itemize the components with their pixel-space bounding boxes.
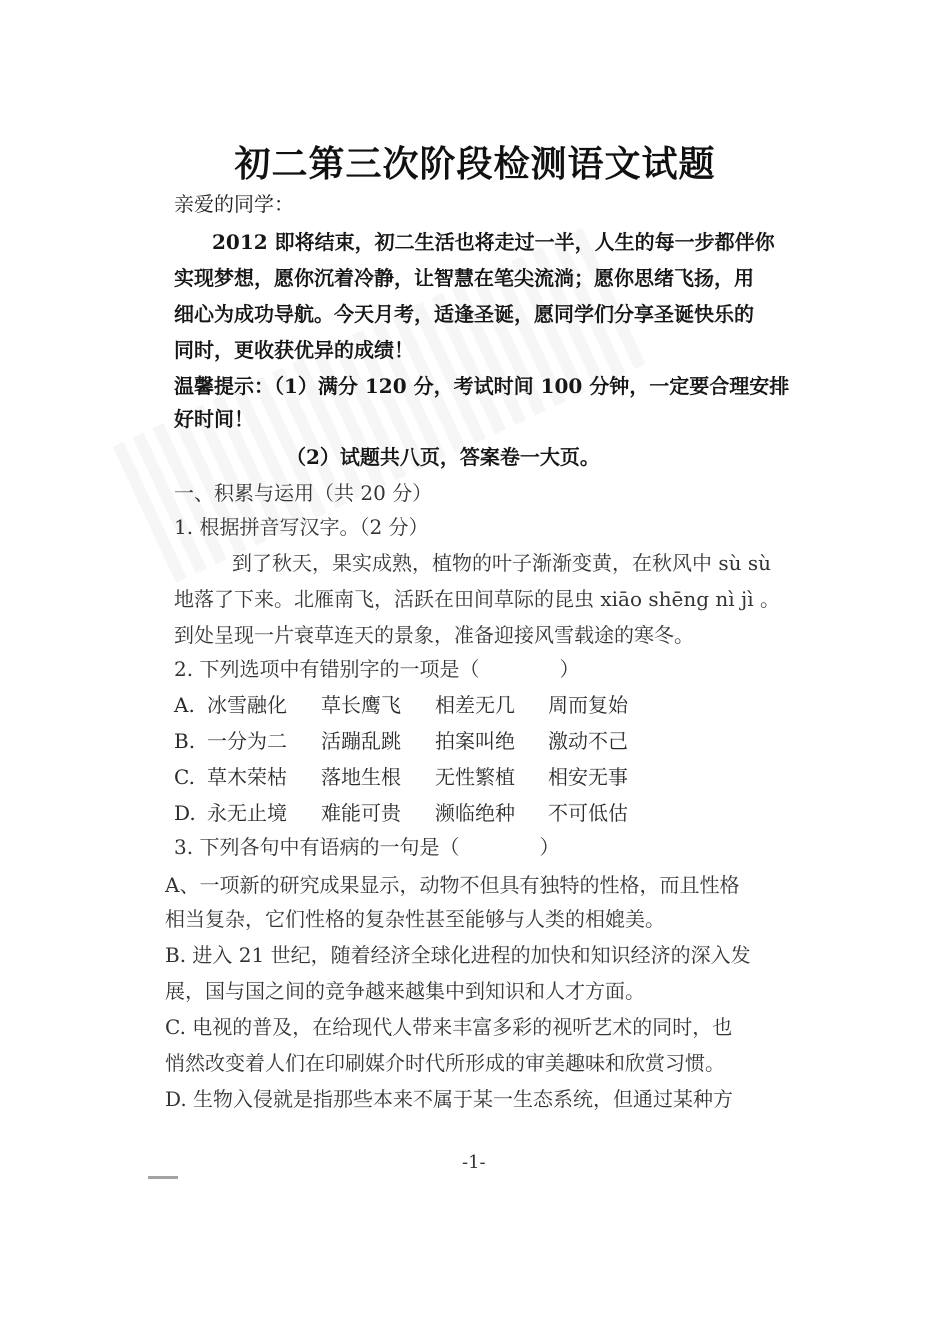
option-term: 周而复始 [548, 693, 628, 717]
intro-line-1: 2012 即将结束，初二生活也将走过一半，人生的每一步都伴你 [212, 230, 775, 254]
scan-smudge [148, 1176, 178, 1179]
option-term: 草长鹰飞 [321, 693, 401, 717]
option-term: 相安无事 [548, 765, 628, 789]
option-term: 冰雪融化 [207, 693, 287, 717]
option-term: 濒临绝种 [435, 801, 515, 825]
intro-line-4: 同时，更收获优异的成绩！ [174, 338, 414, 362]
tips-line-1: 温馨提示：（1）满分 120 分，考试时间 100 分钟，一定要合理安排 [174, 374, 790, 398]
option-term: 难能可贵 [321, 801, 401, 825]
q1-line-2: 地落了下来。北雁南飞，活跃在田间草际的昆虫 xiāo shēng nì jì 。 [174, 587, 780, 611]
option-letter: A. [174, 693, 195, 717]
option-term: 不可低估 [548, 801, 628, 825]
q3-line-3: B. 进入 21 世纪，随着经济全球化进程的加快和知识经济的深入发 [165, 943, 751, 967]
option-term: 落地生根 [321, 765, 401, 789]
q3-line-2: 相当复杂，它们性格的复杂性甚至能够与人类的相媲美。 [165, 907, 665, 931]
option-term: 无性繁植 [435, 765, 515, 789]
q3-line-4: 展，国与国之间的竞争越来越集中到知识和人才方面。 [165, 979, 645, 1003]
option-term: 激动不己 [548, 729, 628, 753]
q3-line-1: A、一项新的研究成果显示，动物不但具有独特的性格，而且性格 [165, 873, 740, 897]
option-term: 草木荣枯 [207, 765, 287, 789]
tips-line-2: 好时间！ [174, 407, 254, 431]
q3-prompt: 3. 下列各句中有语病的一句是（ ） [174, 835, 560, 859]
option-term: 拍案叫绝 [435, 729, 515, 753]
option-letter: B. [174, 729, 196, 753]
tips-line-3: （2）试题共八页，答案卷一大页。 [286, 445, 600, 469]
option-letter: C. [174, 765, 195, 789]
option-term: 一分为二 [207, 729, 287, 753]
q1-line-1: 到了秋天，果实成熟，植物的叶子渐渐变黄，在秋风中 sù sù [232, 551, 772, 575]
option-term: 活蹦乱跳 [321, 729, 401, 753]
intro-line-3: 细心为成功导航。今天月考，适逢圣诞，愿同学们分享圣诞快乐的 [174, 302, 754, 326]
q2-prompt: 2. 下列选项中有错别字的一项是（ ） [174, 657, 580, 681]
q1-prompt: 1. 根据拼音写汉字。（2 分） [174, 515, 429, 539]
option-letter: D. [174, 801, 196, 825]
option-term: 相差无几 [435, 693, 515, 717]
q3-line-5: C. 电视的普及，在给现代人带来丰富多彩的视听艺术的同时，也 [165, 1015, 733, 1039]
q3-line-6: 悄然改变着人们在印刷媒介时代所形成的审美趣味和欣赏习惯。 [165, 1051, 725, 1075]
q1-line-3: 到处呈现一片衰草连天的景象，准备迎接风雪载途的寒冬。 [174, 623, 694, 647]
greeting: 亲爱的同学： [174, 192, 294, 216]
intro-line-2: 实现梦想，愿你沉着冷静，让智慧在笔尖流淌；愿你思绪飞扬，用 [174, 266, 754, 290]
page-title: 初二第三次阶段检测语文试题 [234, 143, 716, 185]
section-heading: 一、积累与运用（共 20 分） [174, 481, 433, 505]
q3-line-7: D. 生物入侵就是指那些本来不属于某一生态系统，但通过某种方 [165, 1087, 734, 1111]
page-number: -1- [462, 1152, 486, 1173]
option-term: 永无止境 [207, 801, 287, 825]
